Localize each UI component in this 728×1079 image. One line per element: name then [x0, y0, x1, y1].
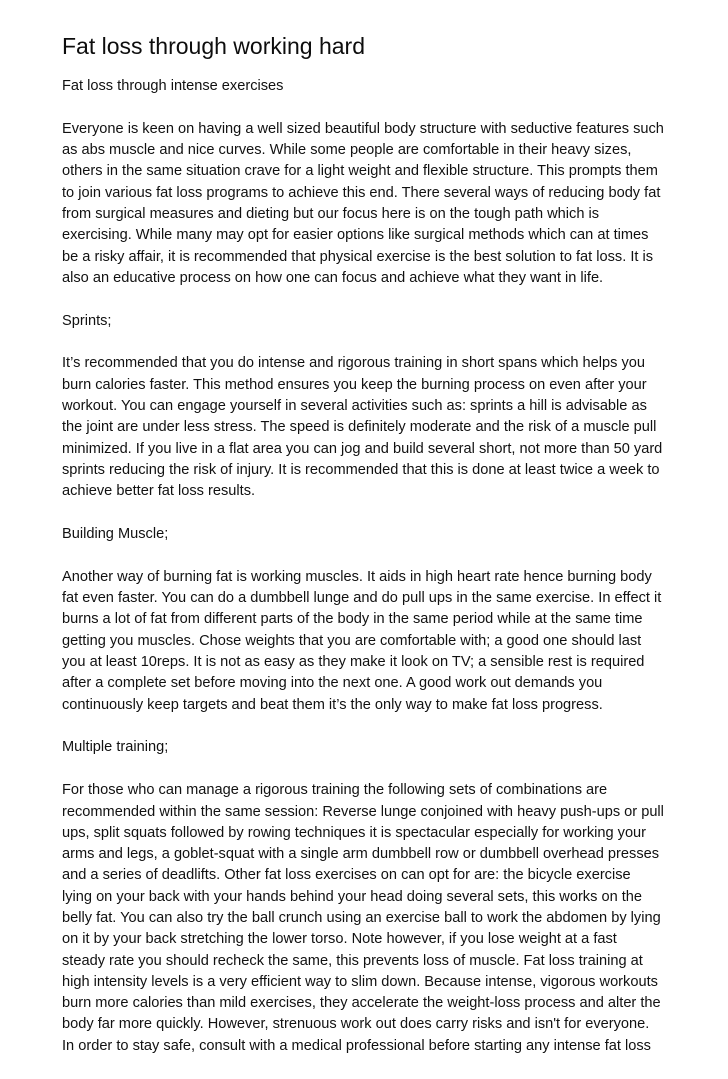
multiple-training-paragraph [62, 780, 674, 1057]
sprints-paragraph [62, 353, 674, 502]
text-line: the joint are under less stress. The speed is definitely moderate and the risk of a muscle pull [62, 419, 657, 436]
text-line: after a complete set before moving into the next one. A good work out demands you [62, 675, 603, 692]
text-line: belly fat. You can also try the ball crunch using an exercise ball to work the abdomen by lying [62, 910, 661, 926]
text-line: and a series of deadlifts. Other fat loss exercises on can opt for are: the bicycle exercise [62, 867, 631, 884]
text-line: be a risky affair, it is recommended that physical exercise is the best solution to fat loss. It is [62, 248, 654, 265]
text-line: high intensity levels is a very efficient way to slim down. Because intense, vigorous workouts [62, 973, 658, 990]
text-line: lying on your back with your hands behind your head doing several sets, this works on the [62, 888, 643, 905]
text-line: arms and legs, a goblet-squat with a single arm dumbbell row or dumbbell overhead presses [62, 846, 660, 863]
intro-paragraph [62, 119, 674, 289]
section-heading-sprints [62, 311, 674, 332]
page-title: Fat loss through working hard [62, 33, 365, 59]
text-line: Everyone is keen on having a well sized beautiful body structure with seductive features such [62, 120, 664, 137]
document-page [62, 30, 674, 1079]
text-line: recommended within the same session: Reverse lunge conjoined with heavy push-ups or pull [62, 803, 664, 820]
text-line: from surgical measures and dieting but our focus here is on the tough path which is [62, 205, 600, 222]
text-line: achieve better fat loss results. [62, 483, 256, 500]
section-heading-building-muscle [62, 524, 674, 545]
text-line: others in the same situation crave for a light weight and flexible structure. This prompts them [62, 163, 658, 180]
text-line: Sprints; [62, 312, 112, 329]
text-line: continuously keep targets and beat them it’s the only way to make fat loss progress. [62, 696, 603, 713]
text-line: workout. You can engage yourself in several activities such as: sprints a hill is advisable as [62, 398, 647, 415]
text-line: In order to stay safe, consult with a medical professional before starting any intense fat loss [62, 1037, 651, 1054]
text-line: minimized. If you live in a flat area you can jog and build several short, not more than 50 yard [62, 440, 663, 457]
text-line: For those who can manage a rigorous training the following sets of combinations are [62, 782, 608, 799]
text-line: ups, split squats followed by rowing techniques it is spectacular especially for working your [62, 824, 647, 841]
text-line: exercising. While many may opt for easier options like surgical methods which can at times [62, 227, 649, 244]
subtitle-paragraph [62, 76, 674, 97]
text-line: as abs muscle and nice curves. While some people are comfortable in their heavy sizes, [62, 142, 632, 159]
document-body [62, 76, 674, 1057]
text-line: Fat loss through intense exercises [62, 78, 284, 94]
text-line: burn more calories than mild exercises, they accelerate the weight-loss process and alter the [62, 995, 661, 1012]
text-line: Another way of burning fat is working muscles. It aids in high heart rate hence burning body [62, 568, 652, 585]
text-line: on it by your back stretching the lower torso. Note however, if you lose weight at a fast [62, 931, 617, 948]
text-line: steady rate you should recheck the same, this prevents loss of muscle. Fat loss training at [62, 952, 643, 969]
text-line: fat even faster. You can do a dumbbell lunge and do pull ups in the same exercise. In effect it [62, 590, 662, 607]
text-line: to join various fat loss programs to achieve this end. There several ways of reducing body fat [62, 184, 661, 201]
text-line: also an educative process on how one can focus and achieve what they want in life. [62, 269, 604, 286]
section-heading-multiple-training [62, 737, 674, 758]
text-line: burn calories faster. This method ensures you keep the burning process on even after your [62, 376, 647, 393]
text-line: It’s recommended that you do intense and rigorous training in short spans which helps you [62, 355, 646, 372]
building-muscle-paragraph [62, 567, 674, 716]
text-line: getting you muscles. Chose weights that you are comfortable with; a good one should last [62, 632, 642, 649]
text-line: Building Muscle; [62, 526, 169, 543]
text-line: body far more quickly. However, strenuous work out does carry risks and isn't for everyone. [62, 1016, 650, 1033]
text-line: sprints reducing the risk of injury. It is recommended that this is done at least twice a week to [62, 461, 660, 478]
text-line: burns a lot of fat from different parts of the body in the same period while at the same time [62, 611, 643, 628]
text-line: Multiple training; [62, 739, 169, 756]
text-line: you at least 10reps. It is not as easy as they make it look on TV; a sensible rest is required [62, 654, 645, 671]
